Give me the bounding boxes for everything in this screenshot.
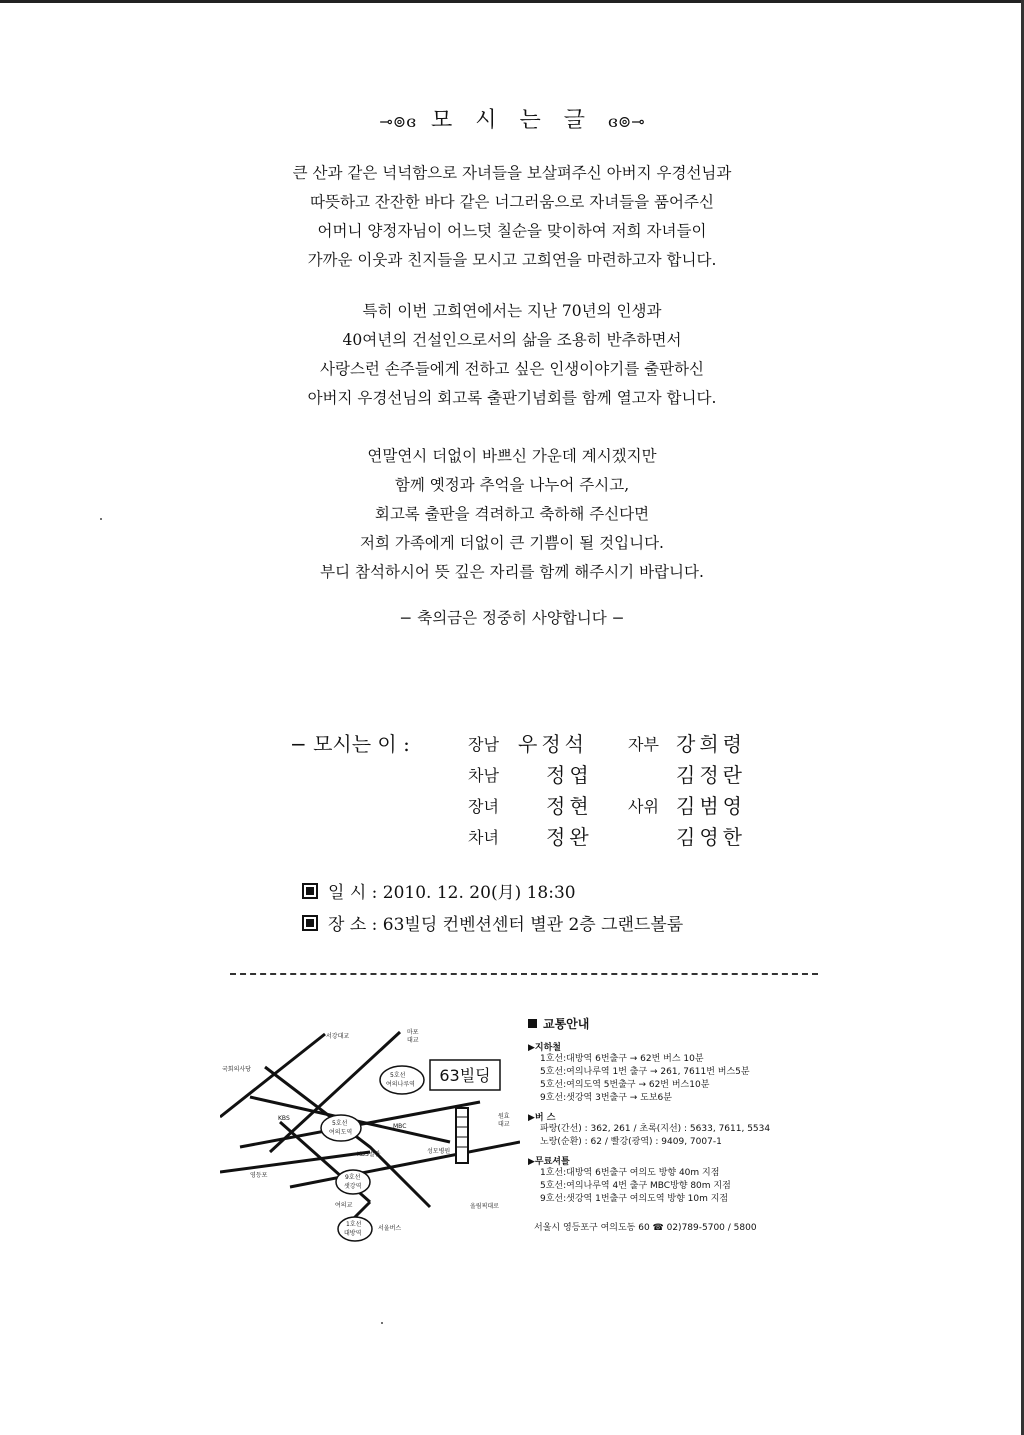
map-label-olympic: 올림픽대로 (470, 1203, 499, 1210)
place-value: 63빌딩 컨벤션센터 별관 2층 그랜드볼룸 (382, 915, 684, 935)
host-name: 강희령 (676, 732, 746, 756)
shuttle-line: 5호선:여의나루역 4번 출구 MBC방향 80m 지점 (540, 1181, 731, 1191)
map-label-yeouigyo: 여의교 (335, 1202, 353, 1209)
host-relation: 차남 (468, 766, 499, 785)
paragraph-2 (0, 297, 1024, 413)
map-label-saetgang-2: 샛강역 (344, 1183, 362, 1190)
host-relation: 차녀 (468, 828, 499, 847)
map-label-sogang: 서강대교 (326, 1033, 350, 1040)
building-63-icon (456, 1108, 468, 1163)
station-yeouinaru-marker (380, 1066, 424, 1094)
transit-heading-text: 교통안내 (543, 1017, 590, 1031)
title-text: 모 시 는 글 (431, 108, 593, 133)
map-label-yeouinaru: 5호선 (390, 1072, 406, 1079)
gift-notice: − 축의금은 정중히 사양합니다 − (399, 609, 625, 627)
host-name: 정완 (546, 825, 593, 849)
host-name: 정엽 (546, 763, 593, 787)
bus-line: 노랑(순환) : 62 / 빨강(광역) : 9409, 7007-1 (540, 1137, 722, 1147)
map-label-kbs-annex: KBS별관 (357, 1151, 381, 1158)
paragraph-line: 큰 산과 같은 넉넉함으로 자녀들을 보살펴주신 아버지 우경선님과 (292, 164, 732, 182)
ornament-left-icon: ⊸⊚ɞ (379, 112, 416, 131)
venue-address: 서울시 영등포구 여의도동 60 ☎ 02)789-5700 / 5800 (534, 1223, 757, 1233)
building-name: 63빌딩 (439, 1066, 491, 1085)
transit-guide (528, 1015, 770, 1233)
bus-line: 파랑(간선) : 362, 261 / 초록(지선) : 5633, 7611, 5534 (540, 1124, 771, 1134)
paragraph-line: 부디 참석하시어 뜻 깊은 자리를 함께 해주시기 바랍니다. (320, 563, 704, 581)
event-date (302, 878, 576, 903)
subway-section-title: ▶지하철 (528, 1043, 562, 1053)
host-relation: 장녀 (468, 797, 499, 816)
map-road (220, 1152, 370, 1172)
bus-section-title: ▶버 스 (528, 1113, 556, 1123)
map-label-mbc: MBC (393, 1123, 407, 1130)
map-label-daebang-2: 대방역 (344, 1230, 362, 1237)
host-name: 김정란 (676, 763, 746, 787)
paragraph-line: 연말연시 더없이 바쁘신 가운데 계시겠지만 (367, 447, 657, 465)
map-label-yeouido: 5호선 (332, 1120, 348, 1127)
location-map (220, 1022, 520, 1257)
host-relation: 장남 (468, 735, 499, 754)
paragraph-line: 가까운 이웃과 친지들을 모시고 고희연을 마련하고자 합니다. (307, 251, 717, 269)
square-bullet-icon (302, 915, 318, 931)
date-label: 일 시 : (328, 883, 378, 903)
page-top-edge (0, 0, 1024, 3)
host-row (468, 728, 788, 760)
host-row (468, 759, 788, 791)
paragraph-line: 회고록 출판을 격려하고 축하해 주신다면 (374, 505, 650, 523)
map-label-mapo: 마포 (407, 1029, 419, 1036)
ornament-right-icon: ɞ⊚⊸ (608, 112, 645, 131)
shuttle-line: 1호선:대방역 6번출구 여의도 방향 40m 지점 (540, 1168, 720, 1178)
date-value: 2010. 12. 20(月) 18:30 (382, 883, 576, 903)
bus-title: 버 스 (534, 1113, 556, 1123)
subway-line: 9호선:샛강역 3번출구 → 도보6분 (540, 1093, 672, 1103)
host-relation: 사위 (628, 797, 659, 816)
hosts-label: − 모시는 이 : (290, 732, 410, 756)
square-bullet-icon (302, 883, 318, 899)
map-label-wonhyo: 원효 (498, 1113, 510, 1120)
subway-title: 지하철 (534, 1043, 562, 1053)
map-label-assembly: 국회의사당 (222, 1066, 251, 1073)
station-yeouido-marker (321, 1115, 361, 1141)
host-name: 우정석 (518, 732, 588, 756)
host-row (468, 790, 788, 822)
subway-line: 5호선:여의나루역 1번 출구 → 261, 7611번 버스5분 (540, 1067, 750, 1077)
map-label-kbs: KBS (278, 1115, 290, 1122)
map-label-yeongdeungpo: 영등포 (250, 1172, 268, 1179)
map-label-seoul-bus: 서울버스 (378, 1225, 402, 1232)
map-label-daebang: 1호선 (346, 1221, 362, 1228)
paragraph-line: 저희 가족에게 더없이 큰 기쁨이 될 것입니다. (359, 534, 664, 552)
shuttle-line: 9호선:샛강역 1번출구 여의도역 방향 10m 지점 (540, 1194, 729, 1204)
map-label-yeouido-2: 여의도역 (329, 1129, 353, 1136)
scan-speck (381, 1322, 383, 1324)
host-name: 정현 (546, 794, 593, 818)
paragraph-line: 따뜻하고 잔잔한 바다 같은 너그러움으로 자녀들을 품어주신 (310, 193, 714, 211)
subway-line: 5호선:여의도역 5번출구 → 62번 버스10분 (540, 1080, 710, 1090)
paragraph-1 (0, 159, 1024, 275)
paragraph-line: 사랑스런 손주들에게 전하고 싶은 인생이야기를 출판하신 (320, 360, 704, 378)
shuttle-title: 무료셔틀 (534, 1157, 570, 1167)
scan-speck (100, 518, 102, 520)
host-name: 김영한 (676, 825, 746, 849)
host-relation: 자부 (628, 735, 659, 754)
map-label-yeouinaru-2: 여의나루역 (386, 1081, 415, 1088)
subway-line: 1호선:대방역 6번출구 → 62번 버스 10분 (540, 1054, 704, 1064)
event-place (302, 910, 683, 935)
map-label-mapo-2: 대교 (407, 1037, 419, 1044)
transit-heading (528, 1015, 770, 1032)
square-bullet-icon (528, 1019, 537, 1028)
paragraph-line: 함께 옛정과 추억을 나누어 주시고, (394, 476, 630, 494)
map-road (220, 1034, 325, 1117)
invitation-title (0, 103, 1024, 134)
paragraph-3 (0, 442, 1024, 587)
cut-line-divider (230, 973, 818, 975)
shuttle-section-title: ▶무료셔틀 (528, 1157, 570, 1167)
place-label: 장 소 : (328, 915, 378, 935)
paragraph-line: 어머니 양정자님이 어느덧 칠순을 맞이하여 저희 자녀들이 (317, 222, 707, 240)
host-row (468, 821, 788, 853)
host-name: 김범영 (676, 794, 746, 818)
map-label-saetgang: 9호선 (345, 1174, 361, 1181)
paragraph-line: 특히 이번 고희연에서는 지난 70년의 인생과 (362, 302, 662, 320)
map-label-seongmo: 성모병원 (427, 1148, 451, 1155)
paragraph-line: 40여년의 건설인으로서의 삶을 조용히 반추하면서 (342, 331, 682, 349)
paragraph-line: 아버지 우경선님의 회고록 출판기념회를 함께 열고자 합니다. (307, 389, 717, 407)
map-label-wonhyo-2: 대교 (498, 1121, 510, 1128)
